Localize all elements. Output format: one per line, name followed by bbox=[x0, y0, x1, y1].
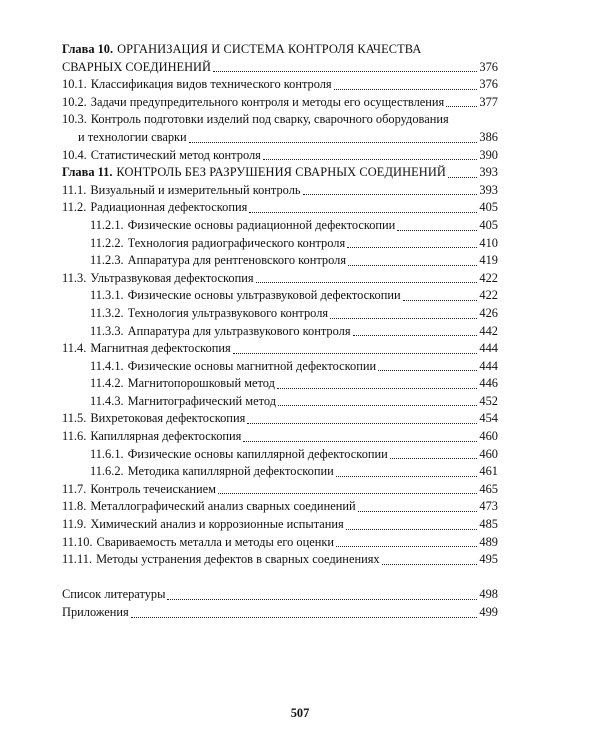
section-title: Методика капиллярной дефектоскопии bbox=[127, 464, 334, 479]
section-title: Физические основы магнитной дефектоскопии bbox=[127, 358, 377, 373]
section-title: Аппаратура для рентгеновского контроля bbox=[127, 253, 347, 268]
dot-leader bbox=[358, 510, 478, 512]
toc-entry-appendices[interactable] bbox=[62, 604, 498, 622]
dot-leader bbox=[131, 616, 478, 618]
section-title: Приложения bbox=[62, 605, 129, 619]
section-number: 11.3.2. bbox=[90, 305, 124, 320]
page-ref: 405 bbox=[479, 217, 498, 232]
toc-entry-11-1[interactable] bbox=[62, 182, 498, 200]
page-ref: 489 bbox=[479, 534, 498, 549]
section-title: Классификация видов технического контроля bbox=[90, 77, 332, 92]
section-number: 11.7. bbox=[62, 481, 87, 496]
section-number: 11.6.2. bbox=[90, 464, 124, 479]
dot-leader bbox=[346, 528, 478, 530]
dot-leader bbox=[189, 141, 478, 143]
page-ref: 390 bbox=[479, 147, 498, 162]
toc-entry-10-2[interactable] bbox=[62, 94, 498, 112]
section-title: Технология ультразвукового контроля bbox=[127, 305, 329, 320]
page-ref: 485 bbox=[479, 517, 498, 532]
toc-entry-11-3-2[interactable] bbox=[62, 305, 498, 323]
section-title: Магнитопорошковый метод bbox=[127, 376, 275, 391]
dot-leader bbox=[382, 563, 478, 565]
section-title: Список литературы bbox=[62, 587, 166, 602]
toc-entry-11-2-3[interactable] bbox=[62, 252, 498, 270]
dot-leader bbox=[233, 352, 478, 354]
table-of-contents bbox=[62, 41, 498, 622]
toc-entry-11-7[interactable] bbox=[62, 481, 498, 499]
section-title: Физические основы радиационной дефектоскопии bbox=[127, 217, 396, 232]
dot-leader bbox=[256, 281, 478, 283]
section-number: 11.4.1. bbox=[90, 358, 124, 373]
page-ref: 473 bbox=[479, 499, 498, 514]
page-ref: 377 bbox=[479, 94, 498, 109]
dot-leader bbox=[278, 404, 477, 406]
toc-entry-11-2-1[interactable] bbox=[62, 217, 498, 235]
toc-chapter-10[interactable] bbox=[62, 41, 498, 76]
dot-leader bbox=[353, 334, 478, 336]
toc-entry-11-6-2[interactable] bbox=[62, 463, 498, 481]
page-ref: 499 bbox=[479, 605, 498, 619]
dot-leader bbox=[347, 246, 477, 248]
section-title: Методы устранения дефектов в сварных соединениях bbox=[96, 552, 380, 567]
page-ref: 460 bbox=[479, 429, 498, 444]
page-ref: 376 bbox=[479, 59, 498, 74]
section-title-cont: и технологии сварки bbox=[78, 129, 187, 144]
toc-entry-11-4-1[interactable] bbox=[62, 358, 498, 376]
section-number: 11.2.3. bbox=[90, 253, 124, 268]
toc-entry-10-4[interactable] bbox=[62, 147, 498, 165]
toc-entry-11-3[interactable] bbox=[62, 270, 498, 288]
page-ref: 442 bbox=[479, 323, 498, 338]
section-title: Визуальный и измерительный контроль bbox=[90, 182, 301, 197]
toc-entry-10-3[interactable] bbox=[62, 111, 498, 146]
page-ref: 461 bbox=[479, 464, 498, 479]
dot-leader bbox=[249, 211, 477, 213]
section-title: Статистический метод контроля bbox=[90, 147, 261, 162]
section-number: 10.1. bbox=[62, 77, 87, 92]
page-ref: 446 bbox=[479, 376, 498, 391]
page-ref: 410 bbox=[479, 235, 498, 250]
dot-leader bbox=[397, 229, 477, 231]
toc-entry-11-6-1[interactable] bbox=[62, 446, 498, 464]
chapter-label: Глава 10. bbox=[62, 42, 114, 56]
page-ref: 444 bbox=[479, 358, 498, 373]
toc-entry-11-4-3[interactable] bbox=[62, 393, 498, 411]
section-title: Металлографический анализ сварных соединений bbox=[90, 499, 356, 514]
section-title: Магнитографический метод bbox=[127, 393, 277, 408]
section-number: 10.3. bbox=[62, 112, 87, 127]
section-number: 11.2.2. bbox=[90, 235, 124, 250]
section-number: 11.4.3. bbox=[90, 393, 124, 408]
dot-leader bbox=[303, 193, 478, 195]
page-ref: 452 bbox=[479, 393, 498, 408]
section-title: Контроль подготовки изделий под сварку, сварочного оборудования bbox=[90, 112, 449, 127]
section-number: 11.1. bbox=[62, 182, 87, 197]
section-title: Физические основы капиллярной дефектоскопии bbox=[127, 446, 388, 461]
page-ref: 426 bbox=[479, 305, 498, 320]
dot-leader bbox=[336, 545, 477, 547]
section-number: 11.3.3. bbox=[90, 323, 124, 338]
section-number: 11.9. bbox=[62, 517, 87, 532]
toc-entry-10-1[interactable] bbox=[62, 76, 498, 94]
dot-leader bbox=[378, 369, 477, 371]
toc-entry-11-6[interactable] bbox=[62, 428, 498, 446]
page-ref: 393 bbox=[479, 165, 498, 180]
dot-leader bbox=[243, 440, 477, 442]
toc-entry-11-8[interactable] bbox=[62, 498, 498, 516]
section-title: Химический анализ и коррозионные испытания bbox=[90, 517, 344, 532]
page-ref: 454 bbox=[479, 411, 498, 426]
chapter-title: ОРГАНИЗАЦИЯ И СИСТЕМА КОНТРОЛЯ КАЧЕСТВА bbox=[117, 42, 422, 56]
toc-entry-11-5[interactable] bbox=[62, 410, 498, 428]
page-ref: 444 bbox=[479, 341, 498, 356]
page-ref: 422 bbox=[479, 288, 498, 303]
page-ref: 422 bbox=[479, 270, 498, 285]
toc-entry-11-10[interactable] bbox=[62, 534, 498, 552]
toc-chapter-11[interactable] bbox=[62, 164, 498, 182]
dot-leader bbox=[213, 70, 477, 72]
toc-entry-11-2[interactable] bbox=[62, 199, 498, 217]
page-ref: 393 bbox=[479, 182, 498, 197]
section-number: 10.4. bbox=[62, 147, 87, 162]
section-number: 11.10. bbox=[62, 534, 93, 549]
section-number: 11.5. bbox=[62, 411, 87, 426]
dot-leader bbox=[448, 176, 477, 178]
dot-leader bbox=[218, 492, 477, 494]
spacer bbox=[62, 569, 498, 587]
page-ref: 376 bbox=[479, 77, 498, 92]
toc-entry-11-2-2[interactable] bbox=[62, 235, 498, 253]
section-title: Ультразвуковая дефектоскопия bbox=[90, 270, 254, 285]
page-ref: 495 bbox=[479, 552, 498, 567]
toc-entry-11-9[interactable] bbox=[62, 516, 498, 534]
page-ref: 419 bbox=[479, 253, 498, 268]
section-number: 11.8. bbox=[62, 499, 87, 514]
page-ref: 498 bbox=[479, 587, 498, 602]
dot-leader bbox=[167, 598, 477, 600]
section-title: Технология радиографического контроля bbox=[127, 235, 346, 250]
dot-leader bbox=[263, 158, 478, 160]
section-number: 11.11. bbox=[62, 552, 93, 567]
dot-leader bbox=[390, 457, 478, 459]
toc-entry-11-3-3[interactable] bbox=[62, 323, 498, 341]
dot-leader bbox=[336, 475, 478, 477]
section-title: Радиационная дефектоскопия bbox=[90, 200, 248, 215]
section-number: 11.6.1. bbox=[90, 446, 124, 461]
section-title: Свариваемость металла и методы его оценки bbox=[96, 534, 335, 549]
chapter-title: КОНТРОЛЬ БЕЗ РАЗРУШЕНИЯ СВАРНЫХ СОЕДИНЕНИЙ bbox=[116, 165, 446, 180]
section-title: Магнитная дефектоскопия bbox=[90, 341, 231, 356]
toc-entry-11-3-1[interactable] bbox=[62, 287, 498, 305]
section-title: Аппаратура для ультразвукового контроля bbox=[127, 323, 351, 338]
section-title: Задачи предупредительного контроля и методы его осуществления bbox=[90, 94, 445, 109]
dot-leader bbox=[403, 299, 478, 301]
dot-leader bbox=[247, 422, 477, 424]
toc-entry-11-11[interactable] bbox=[62, 551, 498, 569]
chapter-label: Глава 11. bbox=[62, 165, 113, 180]
section-number: 10.2. bbox=[62, 94, 87, 109]
section-number: 11.4.2. bbox=[90, 376, 124, 391]
section-number: 11.2.1. bbox=[90, 217, 124, 232]
chapter-title-cont: СВАРНЫХ СОЕДИНЕНИЙ bbox=[62, 59, 211, 74]
section-title: Контроль течеисканием bbox=[90, 481, 216, 496]
page-number: 507 bbox=[290, 706, 310, 720]
dot-leader bbox=[446, 105, 477, 107]
section-number: 11.3. bbox=[62, 270, 87, 285]
page-ref: 386 bbox=[479, 129, 498, 144]
dot-leader bbox=[330, 317, 477, 319]
section-number: 11.4. bbox=[62, 341, 87, 356]
section-number: 11.2. bbox=[62, 200, 87, 215]
section-number: 11.3.1. bbox=[90, 288, 124, 303]
page-ref: 465 bbox=[479, 481, 498, 496]
page-ref: 405 bbox=[479, 200, 498, 215]
toc-entry-11-4-2[interactable] bbox=[62, 375, 498, 393]
section-title: Физические основы ультразвуковой дефектоскопии bbox=[127, 288, 401, 303]
dot-leader bbox=[348, 264, 477, 266]
section-number: 11.6. bbox=[62, 429, 87, 444]
section-title: Капиллярная дефектоскопия bbox=[90, 429, 242, 444]
toc-entry-11-4[interactable] bbox=[62, 340, 498, 358]
section-title: Вихретоковая дефектоскопия bbox=[90, 411, 246, 426]
toc-entry-references[interactable] bbox=[62, 586, 498, 604]
dot-leader bbox=[277, 387, 477, 389]
dot-leader bbox=[334, 88, 478, 90]
page-ref: 460 bbox=[479, 446, 498, 461]
